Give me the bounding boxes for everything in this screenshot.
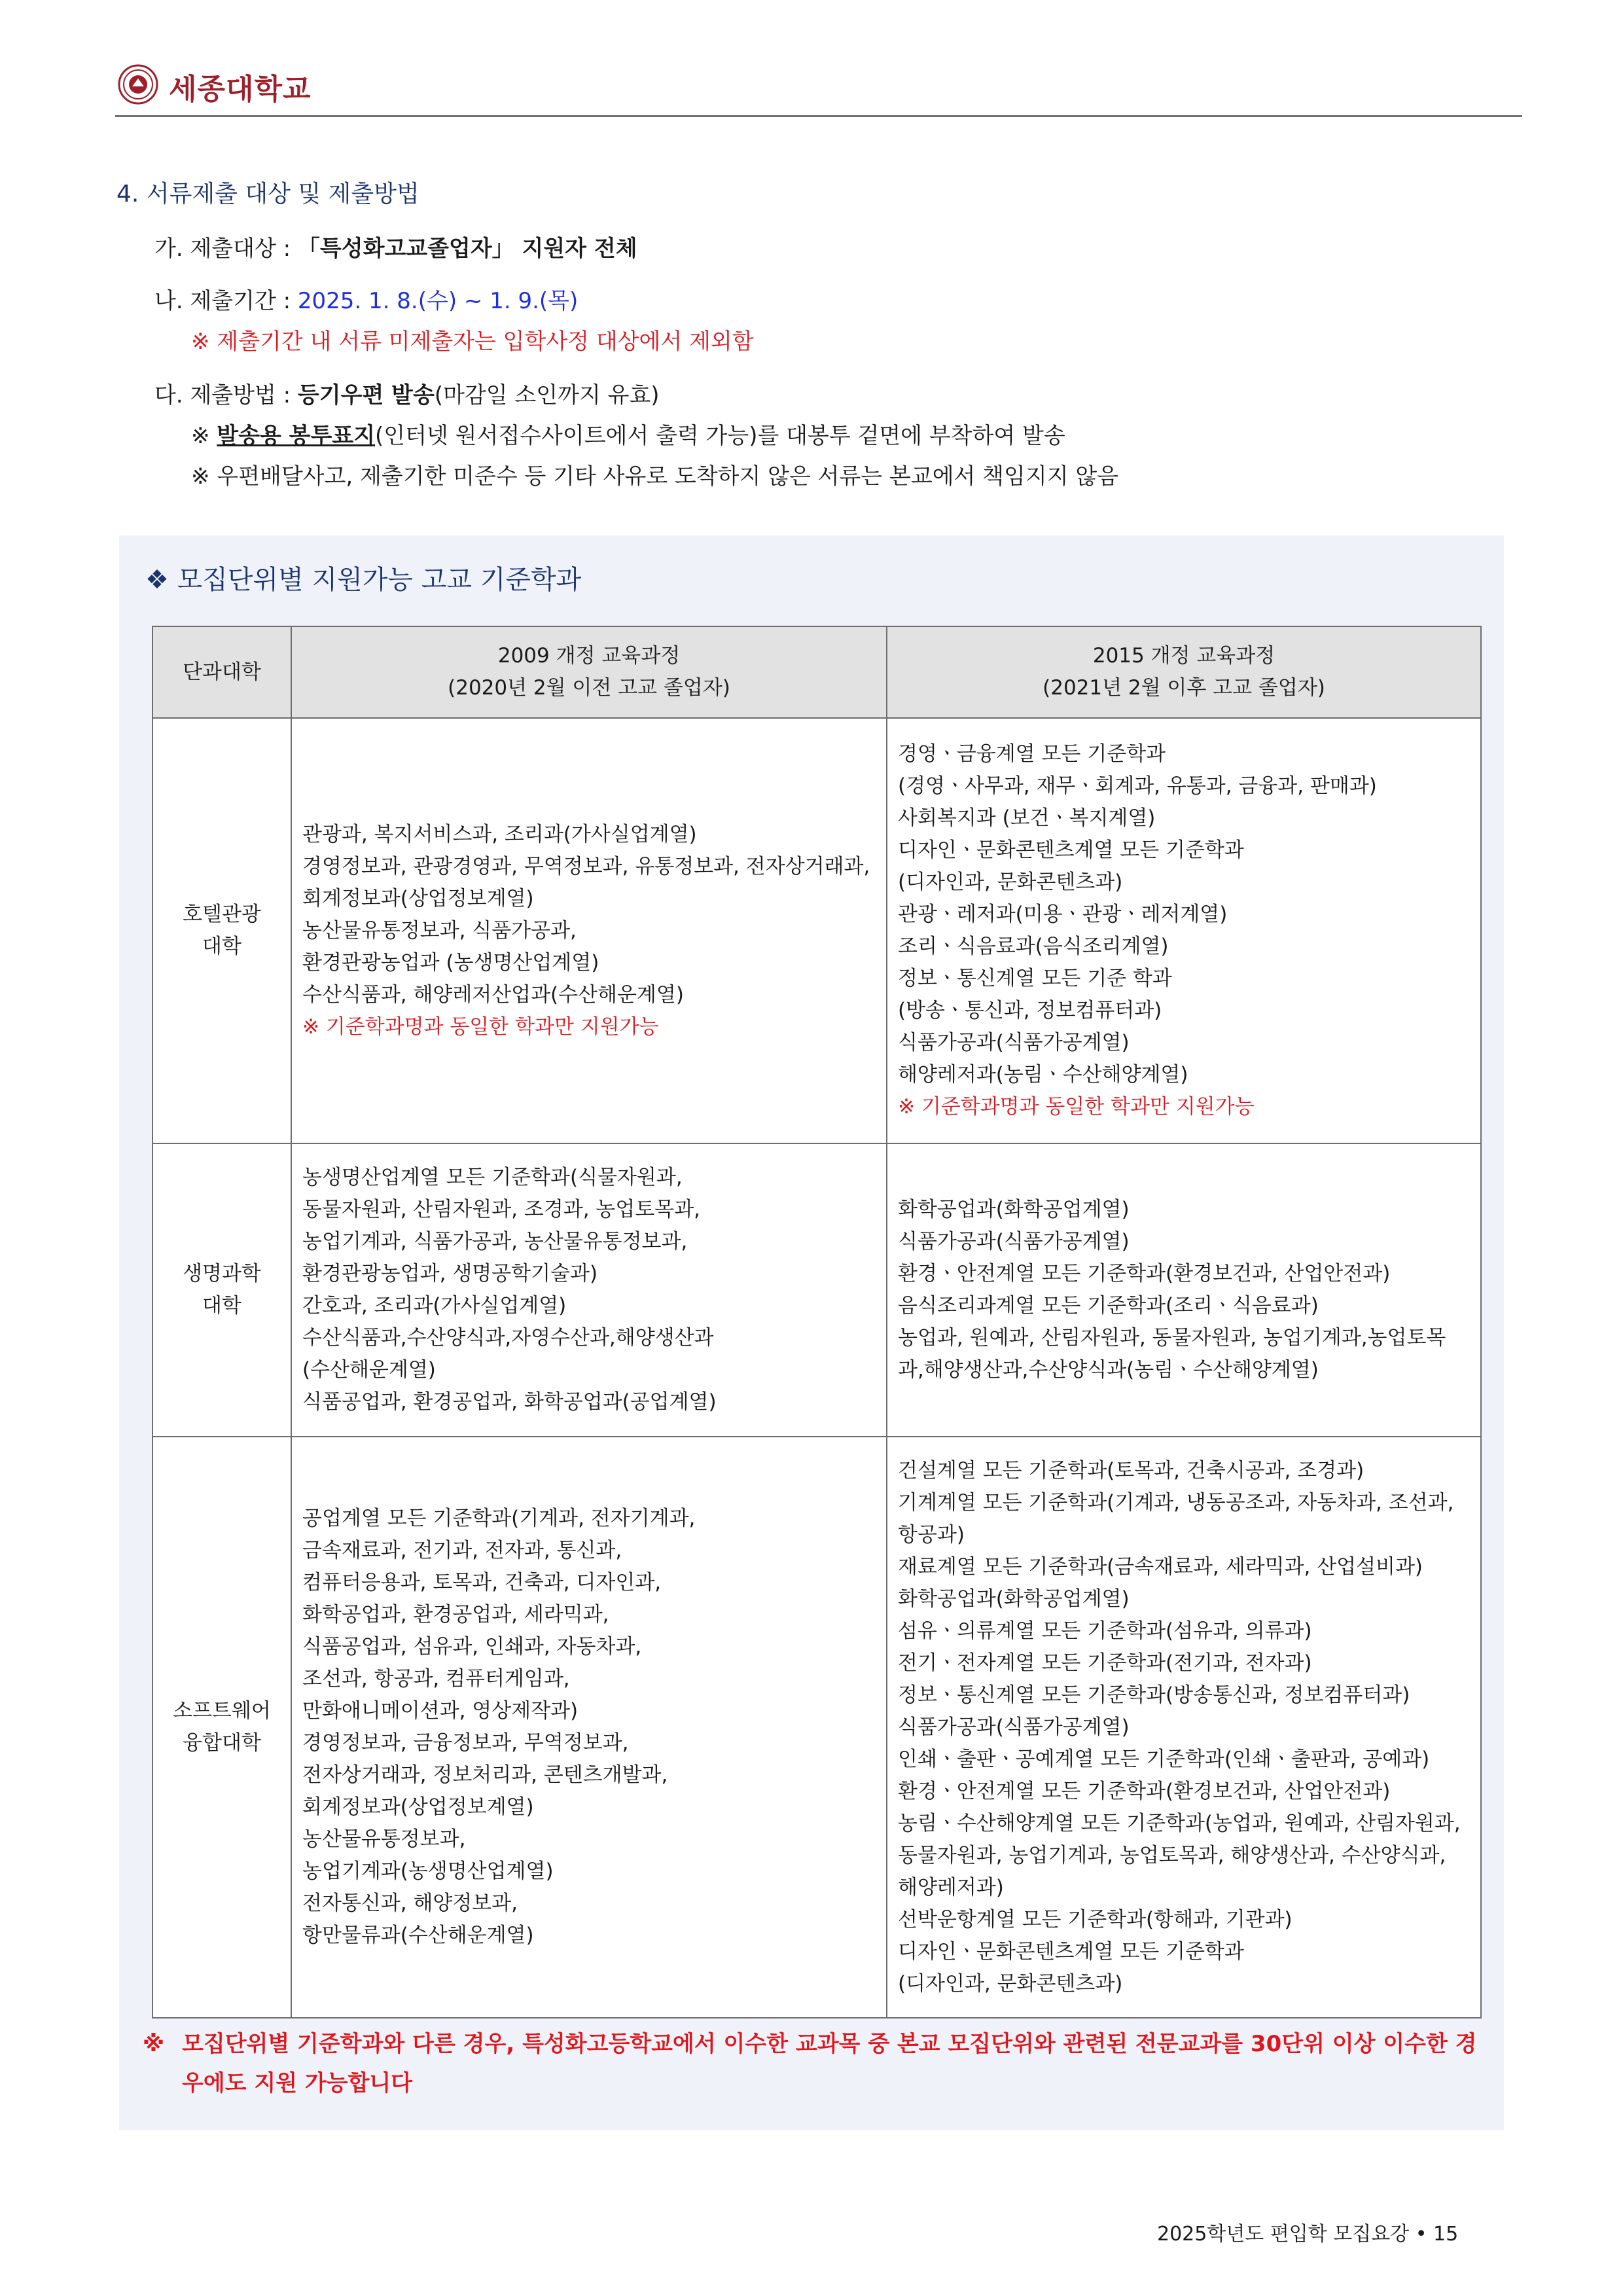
header-2009-line1: 2009 개정 교육과정 <box>497 644 681 668</box>
target-value: 「특성화고교졸업자」 지원자 전체 <box>297 236 637 262</box>
university-name: 세종대학교 <box>169 73 312 106</box>
envelope-cover-label: 발송용 봉투표지 <box>217 423 376 449</box>
table-row <box>152 718 1481 1143</box>
page-header <box>115 59 1522 117</box>
university-seal-icon <box>118 64 158 105</box>
curriculum-2009-cell <box>291 1143 887 1437</box>
college-cell <box>152 718 291 1143</box>
target-label: 가. 제출대상 : <box>154 236 298 262</box>
curriculum-2015-text: 화학공업과(화학공업계열) 식품가공과(식품가공계열) 환경ㆍ안전계열 모든 기준학과(환경보건과, 산업안전과) 음식조리과계열 모든 기준학과(조리ㆍ식음료과) 농업과, 원예과, 산림자원과, 동물자원과, 농업기계과,농업토목과,해양생산과,수산양식과(농림ㆍ수산해양계열) <box>898 1198 1446 1382</box>
period-label: 나. 제출기간 : <box>154 288 298 314</box>
curriculum-2015-text: 경영ㆍ금융계열 모든 기준학과 (경영ㆍ사무과, 재무ㆍ회계과, 유통과, 금융과, 판매과) 사회복지과 (보건ㆍ복지계열) 디자인ㆍ문화콘텐츠계열 모든 기준학과 (디자인과, 문화콘텐츠과) 관광ㆍ레저과(미용ㆍ관광ㆍ레저계열) 조리ㆍ식음료과(음식조리계열) 정보ㆍ통신계열 모든 기준 학과 (방송ㆍ통신과, 정보컴퓨터과) 식품가공과(식품가공계열) 해양레저과(농림ㆍ수산해양계열) <box>898 742 1377 1086</box>
eligible-departments-table <box>152 626 1482 2018</box>
method-value: 등기우편 발송 <box>297 382 435 408</box>
curriculum-2009-text: 관광과, 복지서비스과, 조리과(가사실업계열) 경영정보과, 관광경영과, 무역정보과, 유통정보과, 전자상거래과, 회계정보과(상업정보계열) 농산물유통정보과, 식품가공과, 환경관광농업과 (농생명산업계열) 수산식품과, 해양레저산업과(수산해운계열) <box>302 822 870 1007</box>
panel-footnote <box>143 2024 1478 2103</box>
table-header-row <box>152 626 1481 718</box>
method-line <box>154 377 660 409</box>
header-2009-line2: (2020년 2월 이전 고교 졸업자) <box>448 676 730 700</box>
target-line <box>154 230 637 262</box>
curriculum-2009-text: 농생명산업계열 모든 기준학과(식물자원과, 동물자원과, 산림자원과, 조경과, 농업토목과, 농업기계과, 식품가공과, 농산물유통정보과, 환경관광농업과, 생명공학기술과) 간호과, 조리과(가사실업계열) 수산식품과,수산양식과,자영수산과,해양생산과 (수산해운계열) 식품공업과, 환경공업과, 화학공업과(공업계열) <box>302 1166 717 1414</box>
curriculum-2015-cell <box>887 1143 1481 1437</box>
note-mark: ※ <box>191 423 217 449</box>
period-line <box>154 283 578 315</box>
header-2015-line1: 2015 개정 교육과정 <box>1092 644 1275 668</box>
header-college: 단과대학 <box>152 626 291 718</box>
college-cell <box>152 1437 291 2018</box>
header-2015 <box>887 626 1481 718</box>
college-cell <box>152 1143 291 1437</box>
college-name: 생명과학 대학 <box>183 1262 261 1318</box>
method-note-1 <box>191 418 1065 450</box>
college-name: 소프트웨어 융합대학 <box>173 1699 271 1755</box>
method-label: 다. 제출방법 : <box>154 382 298 408</box>
college-name: 호텔관광 대학 <box>183 903 261 958</box>
eligible-departments-panel <box>119 535 1504 2130</box>
curriculum-2009-note: ※ 기준학과명과 동일한 학과만 지원가능 <box>302 1014 659 1039</box>
footnote-mark: ※ <box>143 2031 165 2057</box>
header-2009 <box>291 626 887 718</box>
method-note-2: ※ 우편배달사고, 제출기한 미준수 등 기타 사유로 도착하지 않은 서류는 본교에서 책임지지 않음 <box>191 463 1119 490</box>
table-row <box>152 1437 1481 2018</box>
curriculum-2015-text: 건설계열 모든 기준학과(토목과, 건축시공과, 조경과) 기계계열 모든 기준학과(기계과, 냉동공조과, 자동차과, 조선과, 항공과) 재료계열 모든 기준학과(금속재료과, 세라믹과, 산업설비과) 화학공업과(화학공업계열) 섬유ㆍ의류계열 모든 기준학과(섬유과, 의류과) 전기ㆍ전자계열 모든 기준학과(전기과, 전자과) 정보ㆍ통신계열 모든 기준학과(방송통신과, 정보컴퓨터과) 식품가공과(식품가공계열) 인쇄ㆍ출판ㆍ공예계열 모든 기준학과(인쇄ㆍ출판과, 공예과) 환경ㆍ안전계열 모든 기준학과(환경보건과, 산업안전과) 농림ㆍ수산해양계열 모든 기준학과(농업과, 원예과, 산림자원과, 동물자원과, 농업기계과, 농업토목과, 해양생산과, 수산양식과, 해양레저과) 선박운항계열 모든 기준학과(항해과, 기관과) 디자인ㆍ문화콘텐츠계열 모든 기준학과 (디자인과, 문화콘텐츠과) <box>898 1458 1461 1996</box>
footnote-text: 모집단위별 기준학과와 다른 경우, 특성화고등학교에서 이수한 교과목 중 본교 모집단위와 관련된 전문교과를 30단위 이상 이수한 경우에도 지원 가능합니다 <box>182 2031 1477 2096</box>
section-title: 4. 서류제출 대상 및 제출방법 <box>116 181 419 207</box>
curriculum-2009-cell <box>291 718 887 1143</box>
header-2015-line2: (2021년 2월 이후 고교 졸업자) <box>1043 676 1325 700</box>
method-suffix: (마감일 소인까지 유효) <box>434 382 660 408</box>
curriculum-2015-note: ※ 기준학과명과 동일한 학과만 지원가능 <box>898 1095 1255 1119</box>
note-rest: (인터넷 원서접수사이트에서 출력 가능)를 대봉투 겉면에 부착하여 발송 <box>375 423 1065 449</box>
panel-title: ❖ 모집단위별 지원가능 고교 기준학과 <box>145 565 582 595</box>
curriculum-2009-text: 공업계열 모든 기준학과(기계과, 전자기계과, 금속재료과, 전기과, 전자과, 통신과, 컴퓨터응용과, 토목과, 건축과, 디자인과, 화학공업과, 환경공업과, 세라믹과, 식품공업과, 섬유과, 인쇄과, 자동차과, 조선과, 항공과, 컴퓨터게임과, 만화애니메이션과, 영상제작과) 경영정보과, 금융정보과, 무역정보과, 전자상거래과, 정보처리과, 콘텐츠개발과, 회계정보과(상업정보계열) 농산물유통정보과, 농업기계과(농생명산업계열) 전자통신과, 해양정보과, 항만물류과(수산해운계열) <box>302 1507 696 1947</box>
curriculum-2009-cell <box>291 1437 887 2018</box>
curriculum-2015-cell <box>887 1437 1481 2018</box>
period-note: ※ 제출기간 내 서류 미제출자는 입학사정 대상에서 제외함 <box>191 329 754 355</box>
page-footer: 2025학년도 편입학 모집요강 • 15 <box>1157 2223 1459 2246</box>
curriculum-2015-cell <box>887 718 1481 1143</box>
table-row <box>152 1143 1481 1437</box>
period-value: 2025. 1. 8.(수) ~ 1. 9.(목) <box>297 288 579 314</box>
